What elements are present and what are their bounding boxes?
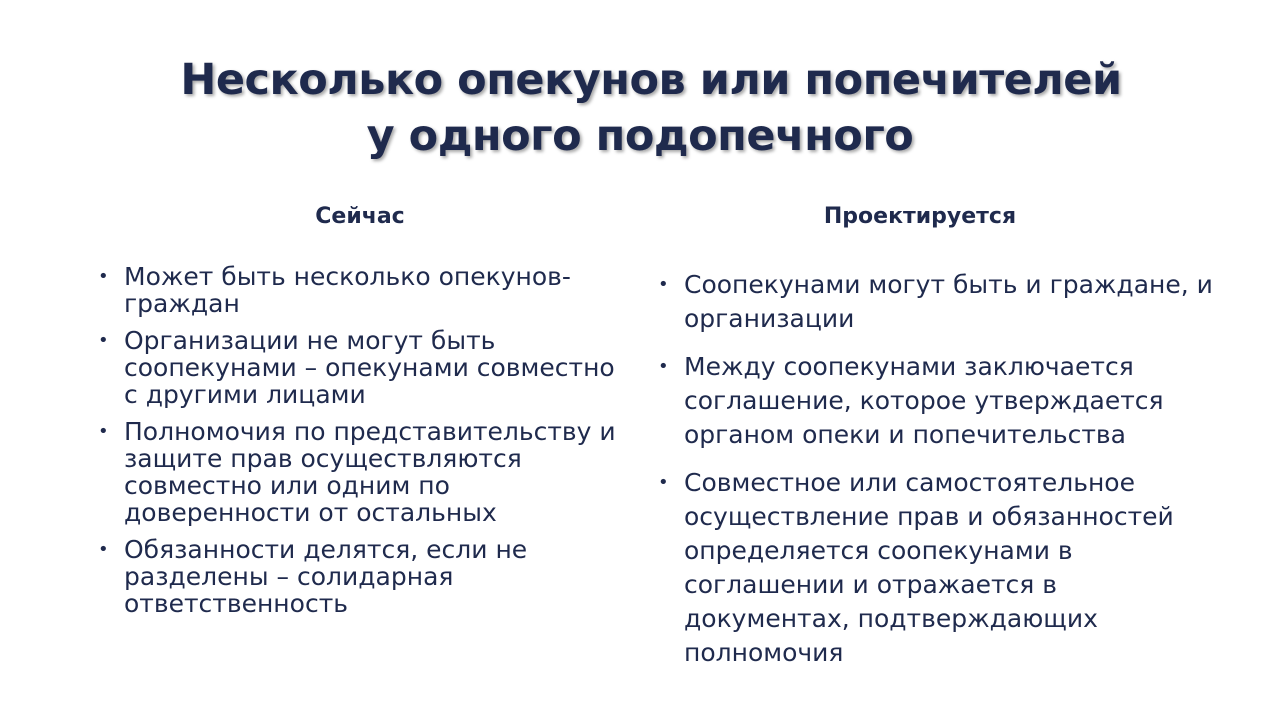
list-item-text: Полномочия по представительству и защите прав осуществляются совместно или одним по доверенности от остальных [124, 417, 616, 527]
bullet-icon: • [98, 421, 109, 442]
list-item-text: Совместное или самостоятельное осуществление прав и обязанностей определяется соопекунами в соглашении и отражается в документах, подтверждающих полномочия [684, 468, 1174, 667]
bullet-icon: • [658, 274, 669, 295]
list-item-text: Между соопекунами заключается соглашение, которое утверждается органом опеки и попечительства [684, 352, 1164, 449]
list-item [98, 536, 618, 617]
list-item [658, 350, 1218, 452]
list-item-text: Может быть несколько опекунов-граждан [124, 262, 571, 318]
slide-title [0, 52, 1280, 164]
left-column-heading: Сейчас [315, 204, 405, 229]
list-item [98, 327, 618, 408]
title-line-1: Несколько опекунов или попечителей [180, 55, 1122, 105]
bullet-icon: • [658, 472, 669, 493]
list-item [658, 268, 1218, 336]
list-item [98, 418, 618, 526]
left-bullet-list [98, 263, 618, 627]
list-item [658, 466, 1218, 670]
bullet-icon: • [98, 330, 109, 351]
list-item-text: Обязанности делятся, если не разделены – солидарная ответственность [124, 535, 528, 618]
list-item [98, 263, 618, 317]
bullet-icon: • [98, 266, 109, 287]
title-line-2: у одного подопечного [366, 111, 914, 161]
right-bullet-list [658, 268, 1218, 684]
list-item-text: Соопекунами могут быть и граждане, и организации [684, 270, 1213, 333]
bullet-icon: • [658, 356, 669, 377]
right-column-heading: Проектируется [823, 204, 1017, 229]
list-item-text: Организации не могут быть соопекунами – опекунами совместно с другими лицами [124, 326, 615, 409]
bullet-icon: • [98, 539, 109, 560]
